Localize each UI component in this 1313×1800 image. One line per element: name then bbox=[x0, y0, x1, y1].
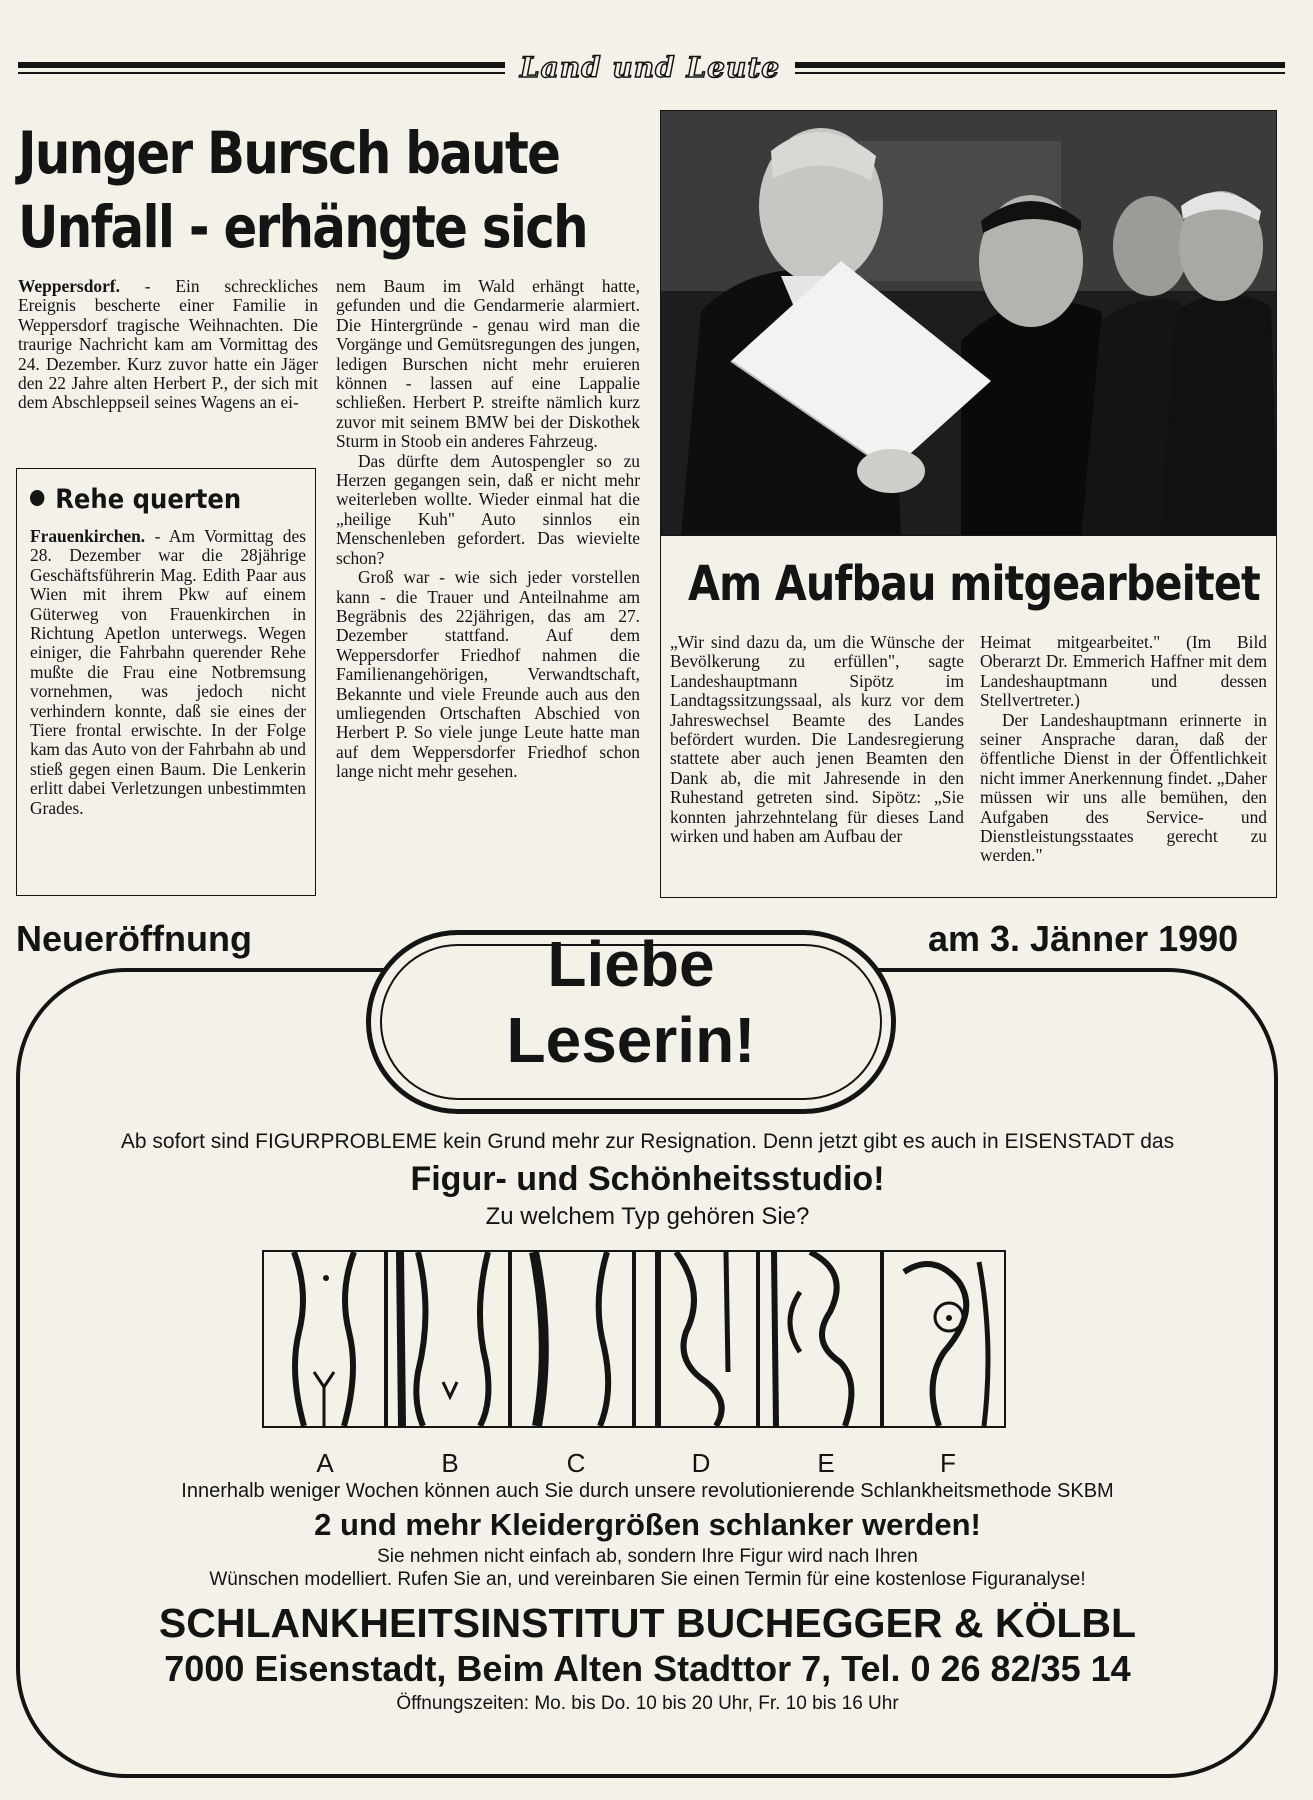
figure-label-f: F bbox=[940, 1448, 956, 1478]
figure-type-d bbox=[634, 1250, 758, 1428]
bullet-icon bbox=[30, 490, 44, 506]
ad-detail-2: Wünschen modelliert. Rufen Sie an, und vereinbaren Sie einen Termin für eine kostenlose Figuranalyse! bbox=[209, 1569, 1086, 1590]
box-text bbox=[30, 527, 306, 818]
ad-opening-hours: Öffnungszeiten: Mo. bis Do. 10 bis 20 Uhr, Fr. 10 bis 16 Uhr bbox=[396, 1693, 899, 1714]
article-col1-text: - Ein schreckliches Ereignis bescherte einer Familie in Weppersdorf tragische Weihnachten. Die traurige Nachricht kam am Vormittag des 24. Dezember. Kurz zuvor hatte ein Jäger den 22 Jahre alten Herbert P., der sich mit dem Abschleppseil seines Wagens an ei- bbox=[18, 276, 318, 413]
figure-label-d: D bbox=[691, 1448, 711, 1478]
figure-type-f bbox=[882, 1250, 1006, 1428]
figure-label-c: C bbox=[566, 1448, 586, 1478]
ad-studio-title: Figur- und Schönheitsstudio! bbox=[410, 1160, 885, 1198]
figure-type-a bbox=[262, 1250, 386, 1428]
box-title: Rehe querten bbox=[30, 484, 241, 515]
bubble-line-1: Liebe bbox=[547, 928, 715, 1000]
photo-officials-handshake bbox=[661, 111, 1277, 536]
article-paragraph: Groß war - wie sich jeder vorstellen kann - die Trauer und Anteilnahme am Begräbnis des 22jährigen, das am 27. Dezember stattfand. Auf dem Weppersdorfer Friedhof nahmen die Familienangehörigen, Verwandtschaft, Bekannte und viele Freunde auch aus den umliegenden Ortschaften Abschied von Herbert P. So viele junge Leute hatte man auf dem Weppersdorfer Friedhof schon lange nicht mehr gesehen. bbox=[336, 567, 640, 782]
bubble-line-2: Leserin! bbox=[506, 1004, 756, 1076]
news-photo bbox=[660, 110, 1277, 536]
figure-label-b: B bbox=[441, 1448, 459, 1478]
figure-label-a: A bbox=[316, 1448, 334, 1478]
article-2-column-1 bbox=[670, 633, 964, 846]
headline-line-2: Unfall - erhängte sich bbox=[18, 193, 587, 261]
article-column-2 bbox=[336, 277, 640, 782]
headline-line-1: Junger Bursch baute bbox=[18, 119, 560, 187]
ad-opening-date: am 3. Jänner 1990 bbox=[928, 918, 1239, 959]
article-paragraph: Das dürfte dem Autospengler so zu Herzen gegangen sein, daß er nicht mehr weiterleben wollte. Wieder einmal hat die „heilige Kuh" Auto sinnlos ein Menschenleben gefordert. Das wievielte schon? bbox=[336, 450, 640, 568]
ad-institute-name: SCHLANKHEITSINSTITUT BUCHEGGER & KÖLBL bbox=[158, 1600, 1137, 1646]
ad-detail-1: Sie nehmen nicht einfach ab, sondern Ihre Figur wird nach Ihren bbox=[377, 1546, 918, 1567]
ad-opening-label: Neueröffnung bbox=[16, 918, 252, 959]
box-body: - Am Vormittag des 28. Dezember war die 28jährige Geschäftsführerin Mag. Edith Paar aus Wien mit ihrem Pkw auf einem Güterweg von Frauenkirchen in Richtung Apetlon unterwegs. Wegen einiger, die Fahrbahn querender Rehe mußte die Frau eine Notbremsung vornehmen, was jedoch nicht verhindern konnte, daß sie eines der Tiere frontal erwischte. In der Folge kam das Auto von der Fahrbahn ab und stieß gegen einen Baum. Die Lenkerin erlitt dabei Verletzungen unbestimmten Grades. bbox=[30, 526, 306, 818]
article-paragraph: nem Baum im Wald erhängt hatte, gefunden und die Gendarmerie alarmiert. Die Hintergründe - genau wird man die Vorgänge und Gemütsregungen des jungen, ledigen Burschen nicht mehr eruieren können - lassen auf eine Lappalie schließen. Herbert P. streifte nämlich kurz zuvor mit seinem BMW bei der Diskothek Sturm in Stoob ein anderes Fahrzeug. bbox=[336, 276, 640, 452]
figure-type-b bbox=[386, 1250, 510, 1428]
article-2-headline: Am Aufbau mitgearbeitet bbox=[688, 556, 1260, 612]
figure-type-c bbox=[510, 1250, 634, 1428]
figure-type-e bbox=[758, 1250, 882, 1428]
article-2-paragraph: Heimat mitgearbeitet." (Im Bild Oberarzt Dr. Emmerich Haffner mit dem Landeshauptmann und dessen Stellvertreter.) bbox=[980, 632, 1267, 711]
ad-question: Zu welchem Typ gehören Sie? bbox=[485, 1203, 810, 1230]
article-2-paragraph: „Wir sind dazu da, um die Wünsche der Bevölkerung zu erfüllen", sagte Landeshauptmann Sipötz im Landtagssitzungssaal, als kurz vor dem Jahreswechsel Beamte des Landes befördert wurden. Die Landesregierung stattete aber auch jenen Beamten den Dank ab, die mit Jahresende in den Ruhestand getreten sind. Sipötz: „Sie konnten jahrzehntelang für dieses Land wirken und haben am Aufbau der bbox=[670, 632, 964, 847]
ad-promise: 2 und mehr Kleidergrößen schlanker werden! bbox=[314, 1507, 981, 1542]
article-2-column-2 bbox=[980, 633, 1267, 866]
article-dateline: Weppersdorf. bbox=[18, 276, 120, 296]
ad-intro: Ab sofort sind FIGURPROBLEME kein Grund mehr zur Resignation. Denn jetzt gibt es auch in EISENSTADT das bbox=[120, 1130, 1175, 1153]
figure-label-e: E bbox=[817, 1448, 835, 1478]
ad-address: 7000 Eisenstadt, Beim Alten Stadttor 7, Tel. 0 26 82/35 14 bbox=[164, 1648, 1131, 1689]
article-2-paragraph: Der Landeshauptmann erinnerte in seiner Ansprache daran, daß der öffentliche Dienst in der Öffentlichkeit nicht immer Anerkennung findet. „Daher müssen wir uns alle bemühen, den Aufgaben des Service- und Dienstleistungsstaates gerecht zu werden." bbox=[980, 709, 1267, 866]
bubble-text bbox=[380, 926, 882, 1078]
section-label: Land und Leute bbox=[505, 50, 795, 86]
ad-method: Innerhalb weniger Wochen können auch Sie durch unsere revolutionierende Schlankheitsmethode SKBM bbox=[181, 1480, 1114, 1502]
box-dateline: Frauenkirchen. bbox=[30, 526, 146, 546]
article-column-1 bbox=[18, 277, 318, 413]
article-headline bbox=[18, 116, 587, 264]
